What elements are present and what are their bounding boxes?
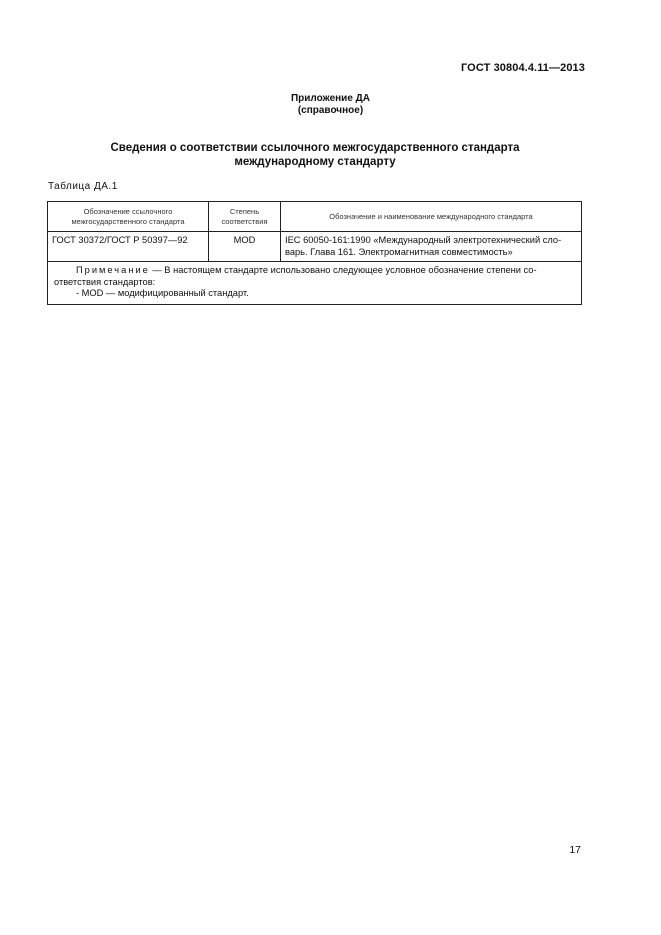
header-ref-standard: Обозначение ссылочного межгосударственного стандарта bbox=[48, 202, 209, 232]
annex-heading bbox=[0, 93, 661, 117]
note-text-line2: ответствия стандартов: bbox=[54, 276, 156, 287]
header-degree: Степень соответствия bbox=[209, 202, 281, 232]
cell-intl-standard bbox=[281, 232, 582, 262]
correspondence-table bbox=[47, 201, 582, 305]
cell-intl-line2: варь. Глава 161. Электромагнитная совместимость» bbox=[285, 246, 513, 257]
header-intl-standard: Обозначение и наименование международного стандарта bbox=[281, 202, 582, 232]
section-title-line2: международному стандарту bbox=[234, 156, 396, 168]
note-dash: — bbox=[149, 265, 165, 275]
table-note bbox=[48, 262, 582, 305]
annex-title: Приложение ДА bbox=[290, 93, 371, 104]
document-code: ГОСТ 30804.4.11—2013 bbox=[460, 62, 585, 74]
table-caption: Таблица ДА.1 bbox=[48, 181, 118, 192]
note-label: Примечание bbox=[76, 265, 150, 275]
note-line1 bbox=[54, 265, 575, 277]
note-item: - MOD — модифицированный стандарт. bbox=[76, 288, 249, 298]
cell-intl-line1: IEC 60050-161:1990 «Международный электротехнический сло- bbox=[285, 235, 562, 245]
cell-ref-standard: ГОСТ 30372/ГОСТ Р 50397—92 bbox=[48, 232, 209, 262]
annex-subtitle: (справочное) bbox=[297, 105, 364, 116]
section-title-line1: Сведения о соответствии ссылочного межгосударственного стандарта bbox=[110, 142, 520, 154]
table-note-row bbox=[48, 262, 582, 305]
section-title bbox=[100, 141, 530, 169]
table-row bbox=[48, 232, 582, 262]
table-header-row bbox=[48, 202, 582, 232]
note-text-line1: В настоящем стандарте использовано следующее условное обозначение степени со- bbox=[164, 265, 537, 275]
page-number: 17 bbox=[569, 844, 581, 856]
cell-degree: MOD bbox=[209, 232, 281, 262]
